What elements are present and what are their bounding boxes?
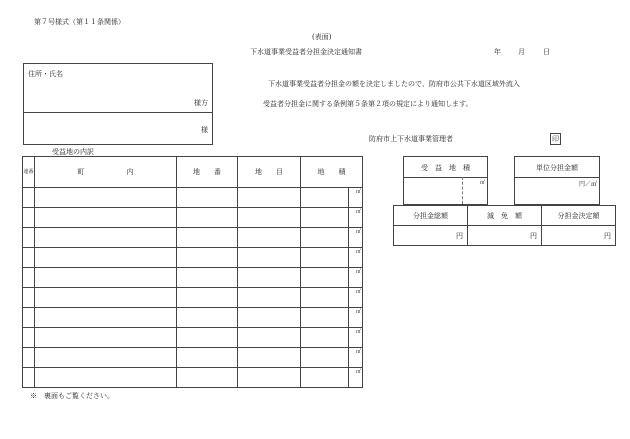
cell-lot [177,268,238,288]
cell-area-unit: ㎡ [349,308,363,328]
reduction-yen: 円 [468,226,542,246]
cell-area-unit: ㎡ [349,188,363,208]
table-row [23,368,363,388]
beneficiary-area-unit: ㎡ [479,180,485,186]
cell-category [238,248,301,268]
date-day: 日 [543,48,550,56]
cell-serial [23,188,35,208]
header-lot: 地 番 [177,157,238,188]
body-line-1: 下水道事業受益者分担金の額を決定しましたので、防府市公共下水道区域外流入 [268,80,520,88]
cell-area [301,308,349,328]
cell-category [238,328,301,348]
body-line-2: 受益者分担金に関する条例第５条第２項の規定により通知します。 [263,100,473,108]
cell-category [238,288,301,308]
cell-lot [177,328,238,348]
cell-area-unit: ㎡ [349,268,363,288]
decided-charge-yen: 円 [542,226,616,246]
cell-category [238,368,301,388]
reduction-label: 減 免 額 [468,206,542,226]
cell-area [301,208,349,228]
unit-charge-box [514,156,600,205]
cell-area [301,328,349,348]
cell-category [238,348,301,368]
cell-lot [177,248,238,268]
cell-serial [23,268,35,288]
cell-serial [23,328,35,348]
cell-area [301,268,349,288]
cell-serial [23,288,35,308]
cell-serial [23,348,35,368]
land-table-caption: 受益地の内訳 [52,148,94,156]
cell-lot [177,288,238,308]
addressee-box [23,63,213,145]
cell-area-unit: ㎡ [349,348,363,368]
header-category: 地 目 [238,157,301,188]
header-town: 町 内 [35,157,177,188]
seal-text: 印 [552,135,559,143]
table-row [23,208,363,228]
cell-serial [23,208,35,228]
charge-summary-table [393,205,616,246]
cell-lot [177,228,238,248]
table-row [23,268,363,288]
document-title: 下水道事業受益者分担金決定通知書 [250,48,362,56]
footnote: ※ 裏面もご覧ください。 [30,392,114,400]
cell-category [238,308,301,328]
beneficiary-area-label: 受 益 地 積 [421,164,470,172]
table-row [23,328,363,348]
honorific-samakata: 様方 [194,99,208,107]
honorific-sama: 様 [201,126,208,134]
table-row [23,228,363,248]
cell-serial [23,248,35,268]
cell-area [301,348,349,368]
header-area: 地 積 [301,157,363,188]
cell-area-unit: ㎡ [349,328,363,348]
cell-area [301,248,349,268]
cell-town [35,308,177,328]
issuer-label: 防府市上下水道事業管理者 [369,135,453,143]
cell-town [35,248,177,268]
cell-area [301,288,349,308]
total-charge-yen: 円 [394,226,468,246]
land-table [22,156,363,388]
cell-town [35,228,177,248]
cell-area [301,368,349,388]
cell-category [238,188,301,208]
cell-area [301,228,349,248]
decided-charge-label: 分担金決定額 [542,206,616,226]
cell-area-unit: ㎡ [349,208,363,228]
cell-lot [177,208,238,228]
cell-serial [23,228,35,248]
cell-area-unit: ㎡ [349,288,363,308]
cell-town [35,188,177,208]
table-row [23,348,363,368]
cell-category [238,228,301,248]
cell-area-unit: ㎡ [349,368,363,388]
table-row [23,308,363,328]
cell-town [35,368,177,388]
unit-charge-label: 単位分担金額 [536,164,578,172]
total-charge-label: 分担金総額 [394,206,468,226]
cell-serial [23,308,35,328]
cell-category [238,208,301,228]
date-month: 月 [518,48,525,56]
side-label: (表面) [312,33,332,41]
date-year: 年 [494,48,501,56]
seal-mark [550,133,561,145]
cell-town [35,268,177,288]
cell-category [238,268,301,288]
cell-town [35,348,177,368]
cell-lot [177,348,238,368]
beneficiary-area-box [403,156,488,205]
table-row [23,248,363,268]
cell-serial [23,368,35,388]
cell-lot [177,188,238,208]
cell-town [35,288,177,308]
cell-area-unit: ㎡ [349,228,363,248]
cell-area-unit: ㎡ [349,248,363,268]
cell-area [301,188,349,208]
table-row [23,188,363,208]
cell-lot [177,308,238,328]
address-name-label: 住所・氏名 [28,70,63,78]
cell-town [35,208,177,228]
header-serial: 連番 [23,157,35,188]
cell-town [35,328,177,348]
table-row [23,288,363,308]
unit-charge-unit: 円／㎡ [578,181,597,188]
form-number: 第７号様式（第１１条関係） [34,18,125,26]
cell-lot [177,368,238,388]
